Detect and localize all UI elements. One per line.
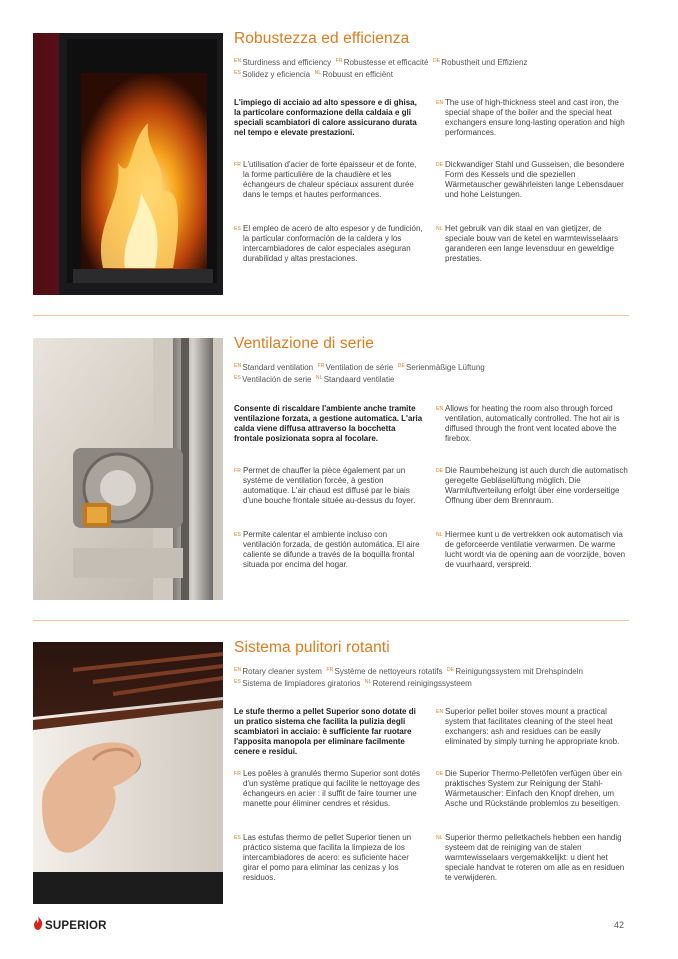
section-rotary-cleaners [0, 625, 678, 910]
subtitle-en: Sturdiness and efficiency [242, 58, 332, 67]
section-title: Robustezza ed efficienza [234, 30, 410, 47]
paragraph-fr: FR Permet de chauffer la pièce également par un système de ventilation forcée, à gestion automatique. L'air chaud est diffusé par le biais d'une bouche frontale située au-dessus du foyer. [234, 466, 416, 505]
paragraph-de: DE Die Superior Thermo-Pelletöfen verfügen über ein praktisches System zur Reinigung der Stahl-Wärmetauscher: Einfach den Knopf drehen, um Asche und Rückstände problemlos zu beseitigen. [436, 769, 622, 808]
subtitle-es: Ventilación de serie [242, 375, 312, 384]
intro-italian: Le stufe thermo a pellet Superior sono dotate di un pratico sistema che facilita la pulizia degli scambiatori in acciaio: è sufficiente far ruotare l'apposita manopola per eliminare facilmente cenere e residui. [234, 707, 416, 756]
paragraph-en: EN The use of high-thickness steel and cast iron, the special shape of the boiler and the special heat exchangers ensure long-lasting operation and high performances. [436, 98, 625, 137]
paragraph-nl: NL Superior thermo pelletkachels hebben een handig systeem dat de reiniging van de stalen warmtewisselaars vergemakkelijkt: u dient het speciale handvat te roteren om alle as en residuen te verwijderen. [436, 833, 625, 882]
subtitle-fr: Ventilation de série [325, 363, 394, 372]
section-ventilation [0, 320, 678, 610]
subtitle-es: Sistema de limpiadores giratorios [242, 679, 361, 688]
superior-logo [33, 916, 107, 935]
intro-italian: Consente di riscaldare l'ambiente anche tramite ventilazione forzata, a gestione automatica. L'aria calda viene diffusa attraverso la bocchetta frontale posizionata sopra al focolare. [234, 404, 423, 443]
paragraph-nl: NL Het gebruik van dik staal en van gietijzer, de speciale bouw van de ketel en warmtewisselaars garanderen een lange levensduur en geweldige prestaties. [436, 224, 618, 263]
paragraph-es: ES El empleo de acero de alto espesor y de fundición, la particular conformación de la caldera y los intercambiadores de calor especiales aseguran durabilidad y altas prestaciones. [234, 224, 423, 263]
subtitle-nl: Standaard ventilatie [323, 375, 395, 384]
subtitle-de: Reinigungssystem mit Drehspindeln [455, 667, 583, 676]
section-robustness [0, 0, 678, 310]
subtitle-nl: Robuust en efficiënt [322, 70, 393, 79]
section-divider [33, 620, 629, 621]
subtitle-en: Rotary cleaner system [242, 667, 322, 676]
subtitle-de: Serienmäßige Lüftung [406, 363, 485, 372]
section-title: Sistema pulitori rotanti [234, 639, 390, 656]
flame-icon [33, 916, 43, 935]
cleaner-knob-photo [33, 642, 223, 904]
section-title: Ventilazione di serie [234, 335, 374, 352]
subtitle-de: Robustheit und Effizienz [441, 58, 528, 67]
paragraph-fr: FR Les poêles à granulés thermo Superior sont dotés d'un système pratique qui facilite le nettoyage des échangeurs en acier : il suffit de faire tourner une manette pour éliminer cendres et résidus. [234, 769, 420, 808]
paragraph-en: EN Allows for heating the room also through forced ventilation, automatically controlled. The hot air is diffused through the front vent located above the firebox. [436, 404, 620, 443]
paragraph-nl: NL Hiermee kunt u de vertrekken ook automatisch via de geforceerde ventilatie verwarmen. De warme lucht wordt via de opening aan de voorzijde, boven de vuurhaard, verspreid. [436, 530, 626, 569]
stove-fire-photo [33, 33, 223, 295]
language-subtitles: $^{EN}$Standard ventilation $^{FR}$Ventilation de série $^{DE}$Serienmäßige Lüftung $^{ES}$Ventilación de serie $^{NL}$Standaard ventilatie [234, 363, 485, 384]
paragraph-fr: FR L'utilisation d'acier de forte épaisseur et de fonte, la forme particulière de la chaudière et les échangeurs de chaleur spéciaux assurent durée dans le temps et hautes performances. [234, 160, 417, 199]
paragraph-es: ES Permite calentar el ambiente incluso con ventilación forzada, de gestión automática. El aire caliente se difunde a través de la boquilla frontal situada por encima del hogar. [234, 530, 420, 569]
language-subtitles: $^{EN}$Rotary cleaner system $^{FR}$Système de nettoyeurs rotatifs $^{DE}$Reinigungssystem mit Drehspindeln $^{ES}$Sistema de limpiadores giratorios $^{NL}$Roterend reinigingssysteem [234, 667, 583, 688]
paragraph-es: ES Las estufas thermo de pellet Superior tienen un práctico sistema que facilita la limpieza de los intercambiadores de acero: es suficiente hacer girar el pomo para eliminar las cenizas y los residuos. [234, 833, 412, 882]
section-divider [33, 315, 629, 316]
language-subtitles: $^{EN}$Sturdiness and efficiency $^{FR}$Robustesse et efficacité $^{DE}$Robustheit und Effizienz $^{ES}$Solidez y eficiencia $^{NL}$Robuust en efficiënt [234, 58, 528, 79]
brand-name: SUPERIOR [45, 919, 107, 932]
intro-italian: L'impiego di acciaio ad alto spessore e di ghisa, la particolare conformazione della caldaia e gli speciali scambiatori di calore assicurano durata nel tempo e elevate prestazioni. [234, 98, 417, 137]
subtitle-fr: Système de nettoyeurs rotatifs [334, 667, 443, 676]
ventilation-fan-photo [33, 338, 223, 600]
subtitle-nl: Roterend reinigingssysteem [372, 679, 472, 688]
subtitle-fr: Robustesse et efficacité [343, 58, 429, 67]
subtitle-en: Standard ventilation [242, 363, 314, 372]
paragraph-de: DE Dickwandiger Stahl und Gusseisen, die besondere Form des Kessels und die speziellen Wärmetauscher gewährleisten lange Lebensdauer und hohe Leistungen. [436, 160, 625, 199]
page-number: 42 [614, 920, 625, 930]
subtitle-es: Solidez y eficiencia [242, 70, 311, 79]
paragraph-en: EN Superior pellet boiler stoves mount a practical system that facilitates cleaning of the steel heat exchangers: ash and residues can be easily eliminated by simply turning he appropriate knob. [436, 707, 620, 746]
paragraph-de: DE Die Raumbeheizung ist auch durch die automatisch geregelte Gebläselüftung möglich. Die Warmluftverteilung erfolgt über eine vorderseitige Öffnung über dem Brennraum. [436, 466, 628, 505]
